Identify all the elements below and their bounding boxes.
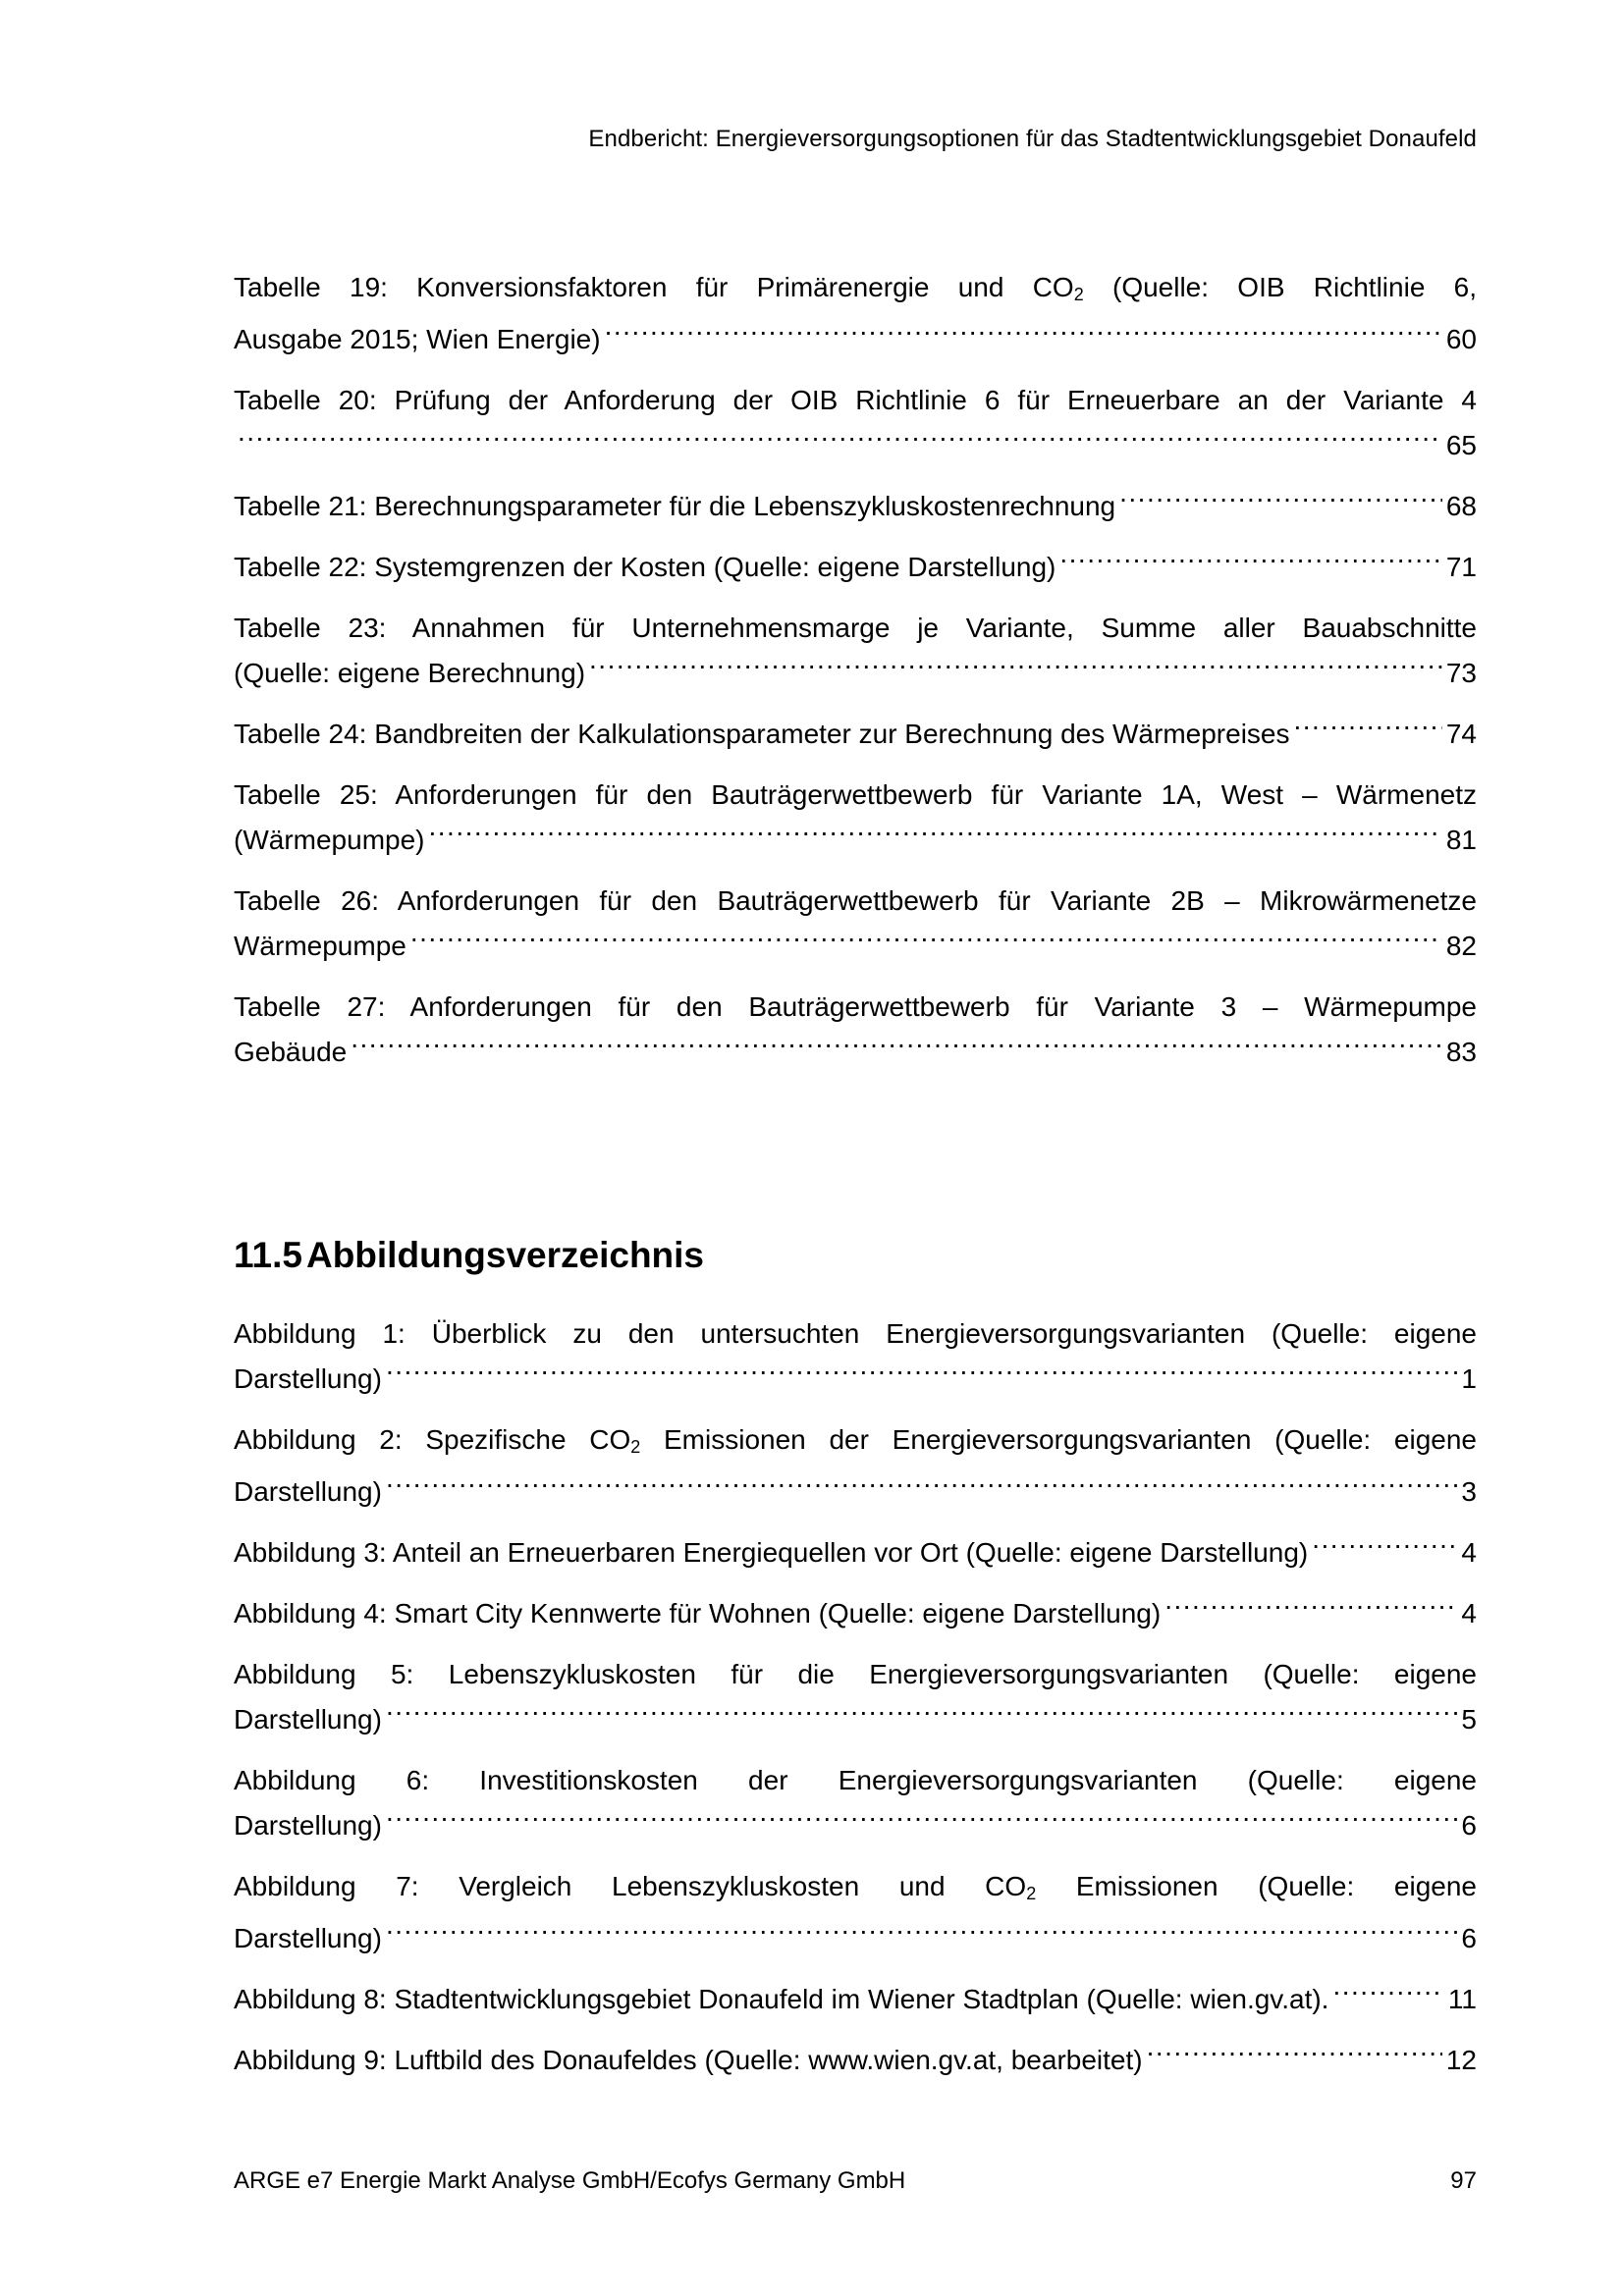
dot-leader (1332, 1981, 1443, 2008)
table-entry-text: Tabelle 26: Anforderungen für den Bauträgerwettbewerb für Variante 2B – Mikrowärmenetze (234, 885, 1477, 916)
page-reference: 65 (1445, 430, 1477, 460)
page-reference: 3 (1461, 1476, 1477, 1507)
page-reference: 4 (1461, 1537, 1477, 1568)
figure-entry[interactable] (234, 1758, 1477, 1848)
figure-entry-text: Abbildung 8: Stadtentwicklungsgebiet Donaufeld im Wiener Stadtplan (Quelle: wien.gv.at). (234, 1984, 1329, 2014)
table-entry-text: Tabelle 21: Berechnungsparameter für die Lebenszykluskostenrechnung (234, 491, 1116, 521)
figure-entry-text-end: Emissionen (Quelle: eigene (1036, 1871, 1477, 1901)
figure-entry[interactable] (234, 1530, 1477, 1575)
table-entry-continuation: Gebäude (234, 1037, 348, 1067)
subscript: 2 (1026, 1884, 1037, 1903)
figure-entry-text: Abbildung 4: Smart City Kennwerte für Wohnen (Quelle: eigene Darstellung) (234, 1598, 1162, 1629)
dot-leader (238, 427, 1442, 454)
page-reference: 1 (1461, 1363, 1477, 1394)
dot-leader (1119, 488, 1442, 515)
page-reference: 11 (1447, 1984, 1477, 2014)
figure-entry[interactable] (234, 1977, 1477, 2022)
table-of-tables (234, 265, 1477, 1091)
subscript: 2 (630, 1437, 641, 1457)
dot-leader (428, 822, 1441, 849)
page-reference: 82 (1445, 931, 1477, 961)
dot-leader (386, 1807, 1457, 1835)
table-entry-text: Tabelle 25: Anforderungen für den Bauträgerwettbewerb für Variante 1A, West – Wärmenetz (234, 779, 1477, 810)
dot-leader (605, 321, 1442, 348)
dot-leader (386, 1473, 1457, 1501)
page-reference: 6 (1461, 1923, 1477, 1953)
figure-entry[interactable] (234, 2038, 1477, 2083)
figure-entry[interactable] (234, 1311, 1477, 1402)
running-header: Endbericht: Energieversorgungsoptionen für das Stadtentwicklungsgebiet Donaufeld (588, 126, 1477, 152)
figure-entry-continuation: Darstellung) (234, 1476, 382, 1507)
section-heading (234, 1235, 704, 1276)
figure-entry-text: Abbildung 6: Investitionskosten der Energieversorgungsvarianten (Quelle: eigene (234, 1765, 1477, 1795)
figure-entry-text: Abbildung 2: Spezifische CO (234, 1424, 631, 1455)
section-number: 11.5 (234, 1235, 302, 1275)
figure-entry[interactable] (234, 1864, 1477, 1961)
page-reference: 12 (1445, 2045, 1477, 2075)
figure-entry-continuation: Darstellung) (234, 1810, 382, 1841)
table-entry[interactable] (234, 378, 1477, 468)
table-entry-text: Tabelle 22: Systemgrenzen der Kosten (Quelle: eigene Darstellung) (234, 552, 1056, 582)
table-entry[interactable] (234, 484, 1477, 529)
table-entry[interactable] (234, 773, 1477, 863)
page-reference: 83 (1445, 1037, 1477, 1067)
page-reference: 68 (1445, 491, 1477, 521)
dot-leader (351, 1034, 1442, 1061)
figure-entry-text: Abbildung 5: Lebenszykluskosten für die Energieversorgungsvarianten (Quelle: eigene (234, 1659, 1477, 1689)
figure-entry-continuation: Darstellung) (234, 1704, 382, 1735)
dot-leader (1059, 549, 1441, 576)
page-reference: 6 (1461, 1810, 1477, 1841)
table-entry-text: Tabelle 19: Konversionsfaktoren für Primärenergie und CO (234, 272, 1074, 302)
dot-leader (1293, 716, 1441, 743)
section-title: Abbildungsverzeichnis (305, 1235, 704, 1275)
table-entry-text: Tabelle 20: Prüfung der Anforderung der OIB Richtlinie 6 für Erneuerbare an der Variante 4 (234, 385, 1477, 415)
figure-entry-text: Abbildung 3: Anteil an Erneuerbaren Energiequellen vor Ort (Quelle: eigene Darstellung) (234, 1537, 1309, 1568)
table-entry-continuation: Ausgabe 2015; Wien Energie) (234, 324, 601, 354)
list-of-figures (234, 1311, 1477, 2099)
table-entry[interactable] (234, 985, 1477, 1075)
dot-leader (1164, 1595, 1457, 1623)
figure-entry-text: Abbildung 9: Luftbild des Donaufeldes (Quelle: www.wien.gv.at, bearbeitet) (234, 2045, 1143, 2075)
figure-entry[interactable] (234, 1417, 1477, 1515)
table-entry-continuation: Wärmepumpe (234, 931, 406, 961)
figure-entry-text: Abbildung 1: Überblick zu den untersuchten Energieversorgungsvarianten (Quelle: eigene (234, 1318, 1477, 1349)
figure-entry-text-end: Emissionen der Energieversorgungsvarianten (Quelle: eigene (640, 1424, 1477, 1455)
figure-entry[interactable] (234, 1652, 1477, 1742)
table-entry-continuation: (Quelle: eigene Berechnung) (234, 658, 586, 688)
figure-entry-text: Abbildung 7: Vergleich Lebenszykluskosten und CO (234, 1871, 1027, 1901)
table-entry[interactable] (234, 879, 1477, 969)
footer-organization: ARGE e7 Energie Markt Analyse GmbH/Ecofys Germany GmbH (234, 2167, 906, 2194)
page-reference: 4 (1461, 1598, 1477, 1629)
dot-leader (1312, 1534, 1457, 1562)
table-entry[interactable] (234, 712, 1477, 757)
figure-entry-continuation: Darstellung) (234, 1923, 382, 1953)
page-reference: 74 (1445, 719, 1477, 749)
table-entry-continuation: (Wärmepumpe) (234, 825, 425, 855)
figure-entry-continuation: Darstellung) (234, 1363, 382, 1394)
dot-leader (386, 1920, 1457, 1948)
table-entry-text: Tabelle 27: Anforderungen für den Bauträgerwettbewerb für Variante 3 – Wärmepumpe (234, 991, 1477, 1022)
table-entry-text-end: (Quelle: OIB Richtlinie 6, (1083, 272, 1478, 302)
table-entry[interactable] (234, 545, 1477, 590)
table-entry-text: Tabelle 24: Bandbreiten der Kalkulationsparameter zur Berechnung des Wärmepreises (234, 719, 1290, 749)
dot-leader (386, 1701, 1457, 1729)
dot-leader (410, 928, 1442, 955)
dot-leader (386, 1361, 1457, 1388)
dot-leader (589, 655, 1442, 682)
dot-leader (1147, 2042, 1442, 2069)
page-reference: 5 (1461, 1704, 1477, 1735)
page-reference: 71 (1445, 552, 1477, 582)
page-reference: 60 (1445, 324, 1477, 354)
subscript: 2 (1073, 285, 1084, 304)
page-reference: 73 (1445, 658, 1477, 688)
table-entry[interactable] (234, 265, 1477, 362)
page-reference: 81 (1445, 825, 1477, 855)
table-entry[interactable] (234, 606, 1477, 696)
figure-entry[interactable] (234, 1591, 1477, 1636)
footer-page-number: 97 (1450, 2167, 1477, 2194)
table-entry-text: Tabelle 23: Annahmen für Unternehmensmarge je Variante, Summe aller Bauabschnitte (234, 613, 1477, 643)
page-footer (234, 2167, 1477, 2195)
